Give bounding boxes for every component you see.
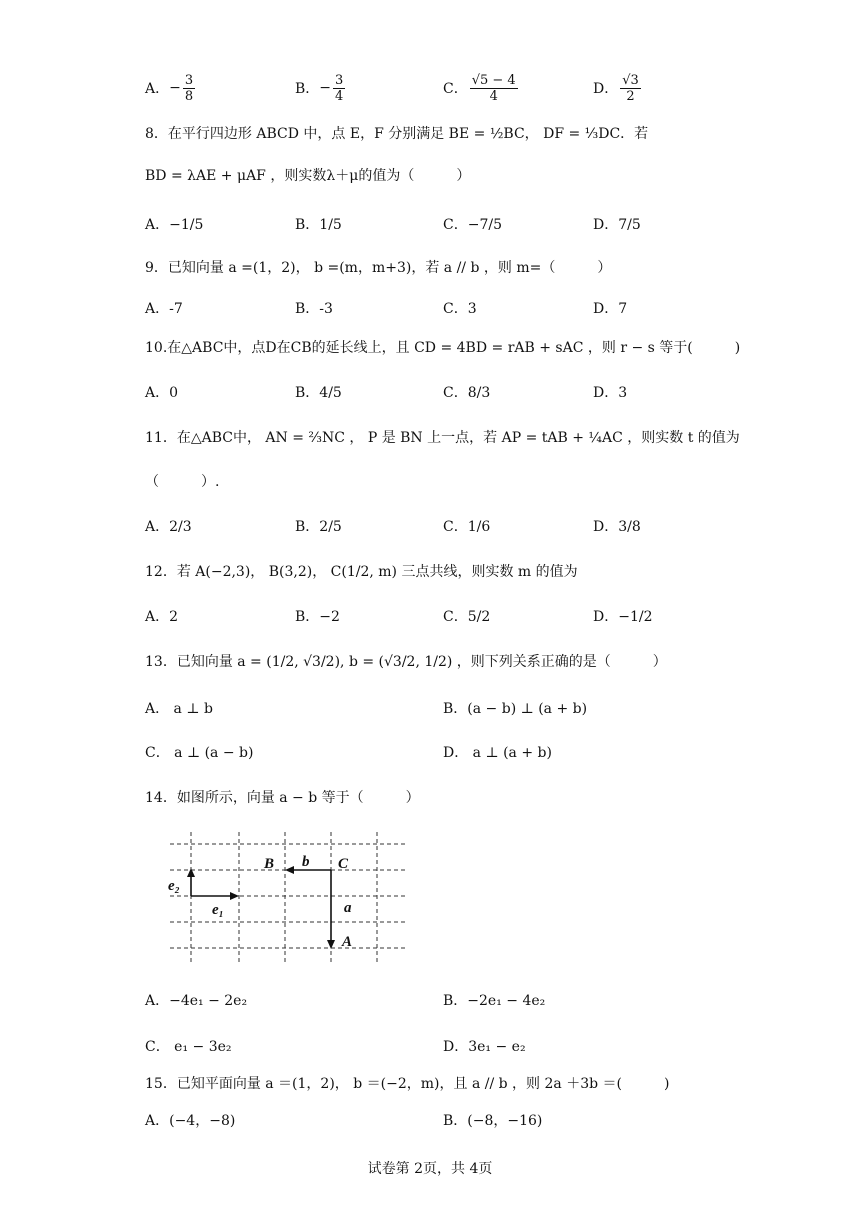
q13-option-b[interactable]: B．(a − b) ⊥ (a + b) [443, 701, 588, 717]
label-e2: e₂ [168, 878, 180, 894]
q14-options-row1 [145, 982, 705, 1018]
q13-options-row2 [145, 734, 705, 770]
q15-options [145, 1102, 705, 1138]
q14-vector-grid-figure [160, 828, 420, 968]
q10-option-c[interactable]: C．8/3 [443, 385, 491, 401]
label-vector-a: a [344, 900, 352, 916]
q12-option-b[interactable]: B．−2 [295, 609, 340, 625]
q9-option-d[interactable]: D．7 [593, 301, 628, 317]
q15-stem: 15．已知平面向量 a ＝(1，2)， b ＝(−2，m)，且 a // b ，则 2a ＋3b ＝( ) [145, 1076, 670, 1092]
q8-option-d[interactable]: D．7/5 [593, 217, 641, 233]
q7-option-d[interactable]: D． $\frac{√3}{2}$ [593, 72, 639, 104]
e2-arrowhead [187, 868, 195, 877]
label-point-A: A [342, 934, 353, 950]
q9-option-b[interactable]: B．-3 [295, 301, 333, 317]
q9-option-a[interactable]: A．-7 [145, 301, 183, 317]
q8-options [145, 206, 705, 242]
page-footer: 试卷第 2页，共 4页 [367, 1161, 493, 1177]
q11-stem-paren: （ ）. [145, 474, 220, 490]
q11-option-a[interactable]: A．2/3 [145, 519, 192, 535]
q8-option-b[interactable]: B．1/5 [295, 217, 342, 233]
q7-option-a[interactable]: A． − $\frac{3}{8}$ [145, 72, 194, 104]
q11-options [145, 508, 705, 544]
q10-options [145, 374, 705, 410]
label-e1: e₁ [212, 902, 224, 918]
q14-option-c[interactable]: C． e₁ − 3e₂ [145, 1039, 232, 1055]
label-point-C: C [338, 856, 349, 872]
q13-option-c[interactable]: C． a ⊥ (a − b) [145, 745, 254, 761]
q14-stem: 14．如图所示，向量 a − b 等于（ ） [145, 790, 420, 806]
q12-option-c[interactable]: C．5/2 [443, 609, 491, 625]
q8-stem-line1: 8．在平行四边形 ABCD 中，点 E，F 分别满足 BE = ½BC， DF = ⅓DC．若 [145, 126, 649, 142]
q9-option-c[interactable]: C．3 [443, 301, 477, 317]
e1-arrowhead [230, 892, 239, 900]
q12-stem: 12．若 A(−2,3)， B(3,2)， C(1/2, m) 三点共线，则实数 m 的值为 [145, 564, 578, 580]
q13-stem: 13．已知向量 a = (1/2, √3/2), b = (√3/2, 1/2) ，则下列关系正确的是（ ） [145, 654, 667, 670]
vector-b-arrowhead [285, 866, 294, 874]
q11-option-d[interactable]: D．3/8 [593, 519, 641, 535]
label-point-B: B [264, 856, 275, 872]
q12-options [145, 598, 705, 634]
q14-option-d[interactable]: D．3e₁ − e₂ [443, 1039, 526, 1055]
q8-option-a[interactable]: A．−1/5 [145, 217, 204, 233]
q14-option-a[interactable]: A．−4e₁ − 2e₂ [145, 993, 248, 1009]
q11-stem: 11．在△ABC中， AN = ⅔NC ， P 是 BN 上一点，若 AP = tAB + ¼AC ，则实数 t 的值为 [145, 430, 740, 446]
q8-option-c[interactable]: C．−7/5 [443, 217, 502, 233]
label-vector-b: b [302, 854, 310, 870]
q9-stem: 9．已知向量 a =(1，2)， b =(m，m+3)，若 a // b ，则 m=（ ） [145, 260, 612, 276]
q12-option-d[interactable]: D．−1/2 [593, 609, 653, 625]
q13-options-row1 [145, 690, 705, 726]
q11-option-c[interactable]: C．1/6 [443, 519, 491, 535]
q8-stem-line2: BD = λAE + μAF ，则实数λ＋μ的值为（ ） [145, 168, 471, 184]
q14-options-row2 [145, 1028, 705, 1064]
q11-option-b[interactable]: B．2/5 [295, 519, 342, 535]
grid-lines [170, 832, 408, 964]
q10-option-b[interactable]: B．4/5 [295, 385, 342, 401]
q10-option-a[interactable]: A．0 [145, 385, 179, 401]
q7-option-c[interactable]: C． $\frac{√5 - 4}{4}$ [443, 72, 516, 104]
q12-option-a[interactable]: A．2 [145, 609, 179, 625]
q13-option-d[interactable]: D． a ⊥ (a + b) [443, 745, 552, 761]
q15-option-a[interactable]: A．(−4，−8) [145, 1113, 236, 1129]
q10-stem: 10.在△ABC中，点D在CB的延长线上，且 CD = 4BD = rAB + sAC ，则 r − s 等于( ) [145, 340, 741, 356]
q14-option-b[interactable]: B．−2e₁ − 4e₂ [443, 993, 546, 1009]
q7-options [145, 70, 705, 106]
q15-option-b[interactable]: B．(−8，−16) [443, 1113, 543, 1129]
q13-option-a[interactable]: A． a ⊥ b [145, 701, 213, 717]
q10-option-d[interactable]: D．3 [593, 385, 628, 401]
q9-options [145, 290, 705, 326]
q7-option-b[interactable]: B． − $\frac{3}{4}$ [295, 72, 344, 104]
